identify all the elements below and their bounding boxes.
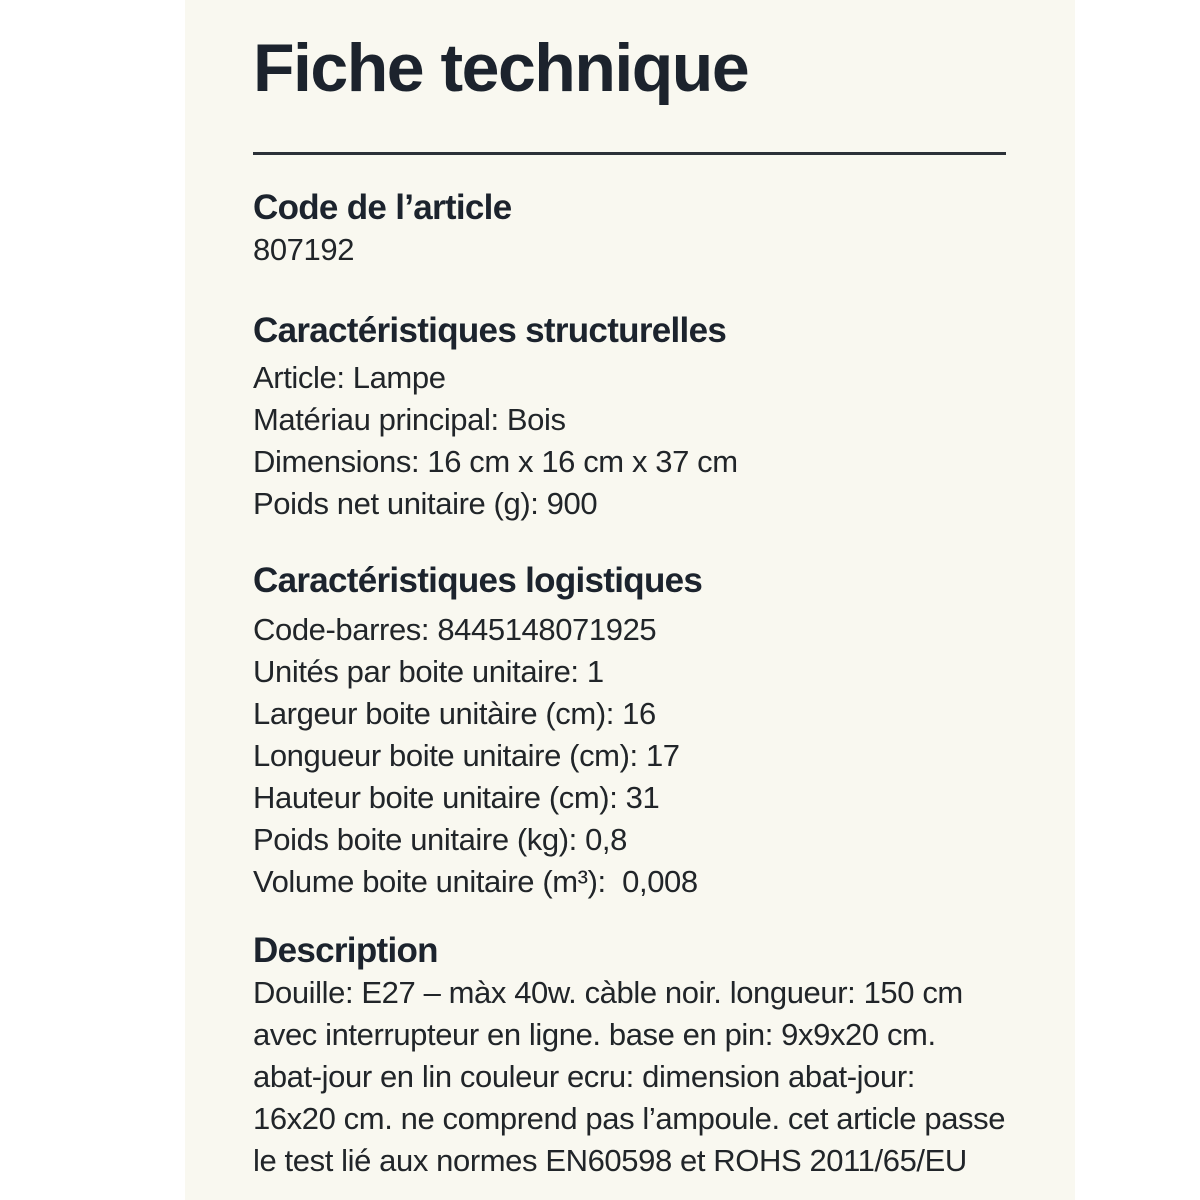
- article-code-rows: [253, 229, 1075, 271]
- spec-row-units-per-box: Unités par boite unitaire: 1: [253, 654, 604, 689]
- spec-row-box-height: Hauteur boite unitaire (cm): 31: [253, 780, 660, 815]
- section-structural-characteristics: [253, 310, 1075, 525]
- section-article-code: [253, 187, 1075, 271]
- spec-row-box-weight: Poids boite unitaire (kg): 0,8: [253, 822, 627, 857]
- divider-rule: [253, 152, 1006, 155]
- logistics-rows: [253, 609, 1075, 903]
- spec-row-dimensions: Dimensions: 16 cm x 16 cm x 37 cm: [253, 444, 738, 479]
- spec-row-net-weight: Poids net unitaire (g): 900: [253, 486, 598, 521]
- description-text: [253, 972, 1075, 1182]
- article-code-heading: Code de l’article: [253, 188, 512, 227]
- spec-row-barcode: Code-barres: 8445148071925: [253, 612, 657, 647]
- description-heading: Description: [253, 931, 438, 970]
- description-line: avec interrupteur en ligne. base en pin: 9x9x20 cm.: [253, 1017, 936, 1052]
- description-line: le test lié aux normes EN60598 et ROHS 2011/65/EU: [253, 1143, 967, 1178]
- structural-heading: Caractéristiques structurelles: [253, 311, 727, 350]
- page-title: Fiche technique: [253, 30, 749, 106]
- description-line: Douille: E27 – màx 40w. càble noir. longueur: 150 cm: [253, 975, 963, 1010]
- article-code-value: 807192: [253, 232, 355, 267]
- spec-row-box-length: Longueur boite unitaire (cm): 17: [253, 738, 680, 773]
- fiche-technique-sheet: [185, 0, 1075, 1200]
- spec-row-material: Matériau principal: Bois: [253, 402, 566, 437]
- description-line: 16x20 cm. ne comprend pas l’ampoule. cet article passe: [253, 1101, 1006, 1136]
- spec-row-box-volume: Volume boite unitaire (m³): 0,008: [253, 864, 698, 899]
- structural-rows: [253, 357, 1075, 525]
- spec-row-article: Article: Lampe: [253, 360, 446, 395]
- logistics-heading: Caractéristiques logistiques: [253, 561, 703, 600]
- spec-row-box-width: Largeur boite unitàire (cm): 16: [253, 696, 656, 731]
- section-description: [253, 930, 1075, 1182]
- description-line: abat-jour en lin couleur ecru: dimension abat-jour:: [253, 1059, 915, 1094]
- section-logistics-characteristics: [253, 560, 1075, 903]
